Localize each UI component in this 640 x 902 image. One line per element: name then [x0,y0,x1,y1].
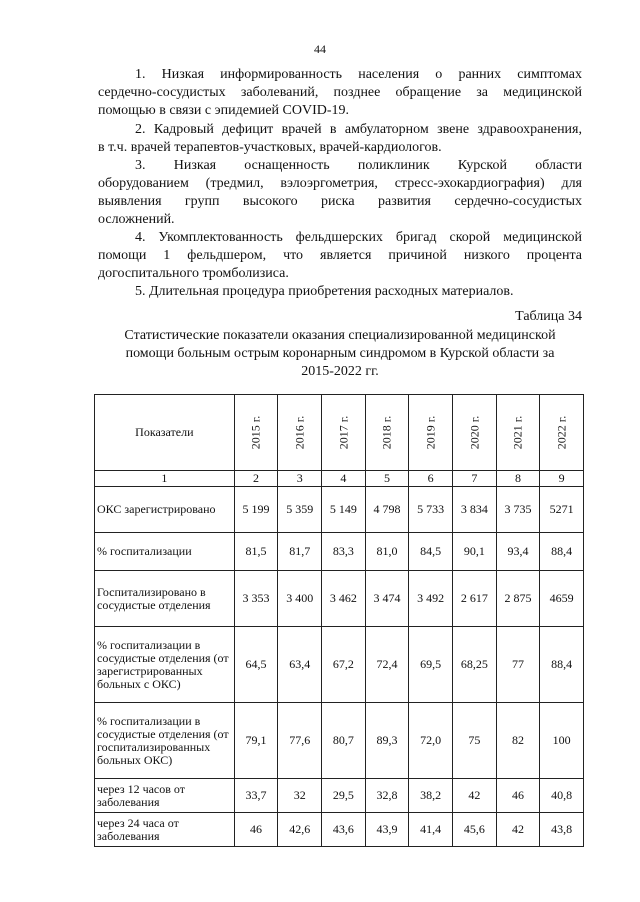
table-cell: 5271 [540,487,584,533]
column-number: 6 [409,471,453,487]
table-cell: 3 462 [322,571,366,627]
table-cell: 64,5 [234,627,278,703]
year-header: 2021 г. [496,395,540,471]
year-header: 2022 г. [540,395,584,471]
row-label: через 12 часов от заболевания [95,779,235,813]
year-header: 2016 г. [278,395,322,471]
year-header: 2020 г. [452,395,496,471]
table-cell: 88,4 [540,627,584,703]
paragraph-line: помощи 1 фельдшером, что является причиной низкого процента [98,248,582,263]
table-cell: 4 798 [365,487,409,533]
table-cell: 41,4 [409,813,453,847]
paragraph-line: 2. Кадровый дефицит врачей в амбулаторном звене здравоохранения, [135,122,582,137]
table-header-row [95,395,584,471]
table-cell: 100 [540,703,584,779]
table-row [95,487,584,533]
table-cell: 77,6 [278,703,322,779]
paragraph-line: 1. Низкая информированность населения о ранних симптомах [135,67,582,82]
table-cell: 29,5 [322,779,366,813]
paragraph-line: помощью в связи с эпидемией COVID-19. [98,103,350,118]
paragraph-line: сердечно-сосудистых заболеваний, позднее обращение за медицинской [98,85,582,100]
statistics-table [94,394,584,847]
paragraph-line: осложнений. [98,212,175,227]
column-number: 8 [496,471,540,487]
table-cell: 67,2 [322,627,366,703]
year-header: 2019 г. [409,395,453,471]
table-cell: 80,7 [322,703,366,779]
paragraph-line: 4. Укомплектованность фельдшерских бригад скорой медицинской [135,230,582,245]
table-cell: 43,8 [540,813,584,847]
table-cell: 43,6 [322,813,366,847]
table-cell: 5 199 [234,487,278,533]
paragraph-line: 5. Длительная процедура приобретения расходных материалов. [135,284,514,299]
table-cell: 38,2 [409,779,453,813]
column-number: 3 [278,471,322,487]
row-label: % госпитализации в сосудистые отделения (от зарегистрированных больных с ОКС) [95,627,235,703]
table-title-line: Статистические показатели оказания специализированной медицинской [124,328,556,343]
column-number: 2 [234,471,278,487]
column-number: 4 [322,471,366,487]
header-label: Показатели [95,395,235,471]
table-row [95,627,584,703]
table-cell: 4659 [540,571,584,627]
table-cell: 79,1 [234,703,278,779]
paragraph-line: в т.ч. врачей терапевтов-участковых, врачей-кардиологов. [98,140,442,155]
column-number: 1 [95,471,235,487]
table-cell: 93,4 [496,533,540,571]
table-cell: 82 [496,703,540,779]
table-cell: 40,8 [540,779,584,813]
table-cell: 32 [278,779,322,813]
table-cell: 81,7 [278,533,322,571]
table-cell: 88,4 [540,533,584,571]
table-cell: 68,25 [452,627,496,703]
table-row [95,533,584,571]
table-cell: 3 400 [278,571,322,627]
table-cell: 89,3 [365,703,409,779]
row-label: ОКС зарегистрировано [95,487,235,533]
table-cell: 3 735 [496,487,540,533]
table-cell: 90,1 [452,533,496,571]
table-cell: 5 359 [278,487,322,533]
paragraph-1 [98,66,582,120]
table-title-line: помощи больным острым коронарным синдромом в Курской области за [125,346,555,361]
table-cell: 3 353 [234,571,278,627]
table-cell: 42 [496,813,540,847]
year-header: 2018 г. [365,395,409,471]
table-label: Таблица 34 [515,309,582,324]
table-row [95,813,584,847]
table-cell: 46 [496,779,540,813]
table-cell: 2 875 [496,571,540,627]
table-cell: 83,3 [322,533,366,571]
table-cell: 5 733 [409,487,453,533]
table-cell: 32,8 [365,779,409,813]
table-cell: 81,5 [234,533,278,571]
paragraph-line: выявления групп высокого риска развития сердечно-сосудистых [98,194,582,209]
row-label: % госпитализации [95,533,235,571]
paragraph-line: оборудованием (тредмил, вэлоэргометрия, стресс-эхокардиография) для [98,176,582,191]
table-cell: 63,4 [278,627,322,703]
column-number: 9 [540,471,584,487]
column-number-row [95,471,584,487]
paragraph-4 [98,229,582,283]
table-cell: 69,5 [409,627,453,703]
row-label: через 24 часа от заболевания [95,813,235,847]
table-cell: 75 [452,703,496,779]
paragraph-5 [98,283,582,301]
table-cell: 3 492 [409,571,453,627]
table-cell: 5 149 [322,487,366,533]
table-cell: 42 [452,779,496,813]
table-cell: 3 834 [452,487,496,533]
table-cell: 72,0 [409,703,453,779]
paragraph-line: догоспитального тромболизиса. [98,266,289,281]
paragraph-2 [98,121,582,157]
table-cell: 72,4 [365,627,409,703]
column-number: 5 [365,471,409,487]
table-cell: 2 617 [452,571,496,627]
column-number: 7 [452,471,496,487]
table-row [95,571,584,627]
table-cell: 3 474 [365,571,409,627]
table-cell: 81,0 [365,533,409,571]
table-cell: 45,6 [452,813,496,847]
table-cell: 42,6 [278,813,322,847]
table-cell: 43,9 [365,813,409,847]
table-row [95,779,584,813]
year-header: 2017 г. [322,395,366,471]
table-cell: 84,5 [409,533,453,571]
table-cell: 77 [496,627,540,703]
year-header: 2015 г. [234,395,278,471]
table-row [95,703,584,779]
table-cell: 33,7 [234,779,278,813]
paragraph-3 [98,157,582,229]
table-cell: 46 [234,813,278,847]
table-title [98,327,582,381]
paragraph-line: 3. Низкая оснащенность поликлиник Курской области [135,158,582,173]
table-title-line: 2015-2022 гг. [301,364,379,379]
row-label: % госпитализации в сосудистые отделения (от госпитализированных больных ОКС) [95,703,235,779]
row-label: Госпитализировано в сосудистые отделения [95,571,235,627]
page-number: 44 [314,42,326,56]
